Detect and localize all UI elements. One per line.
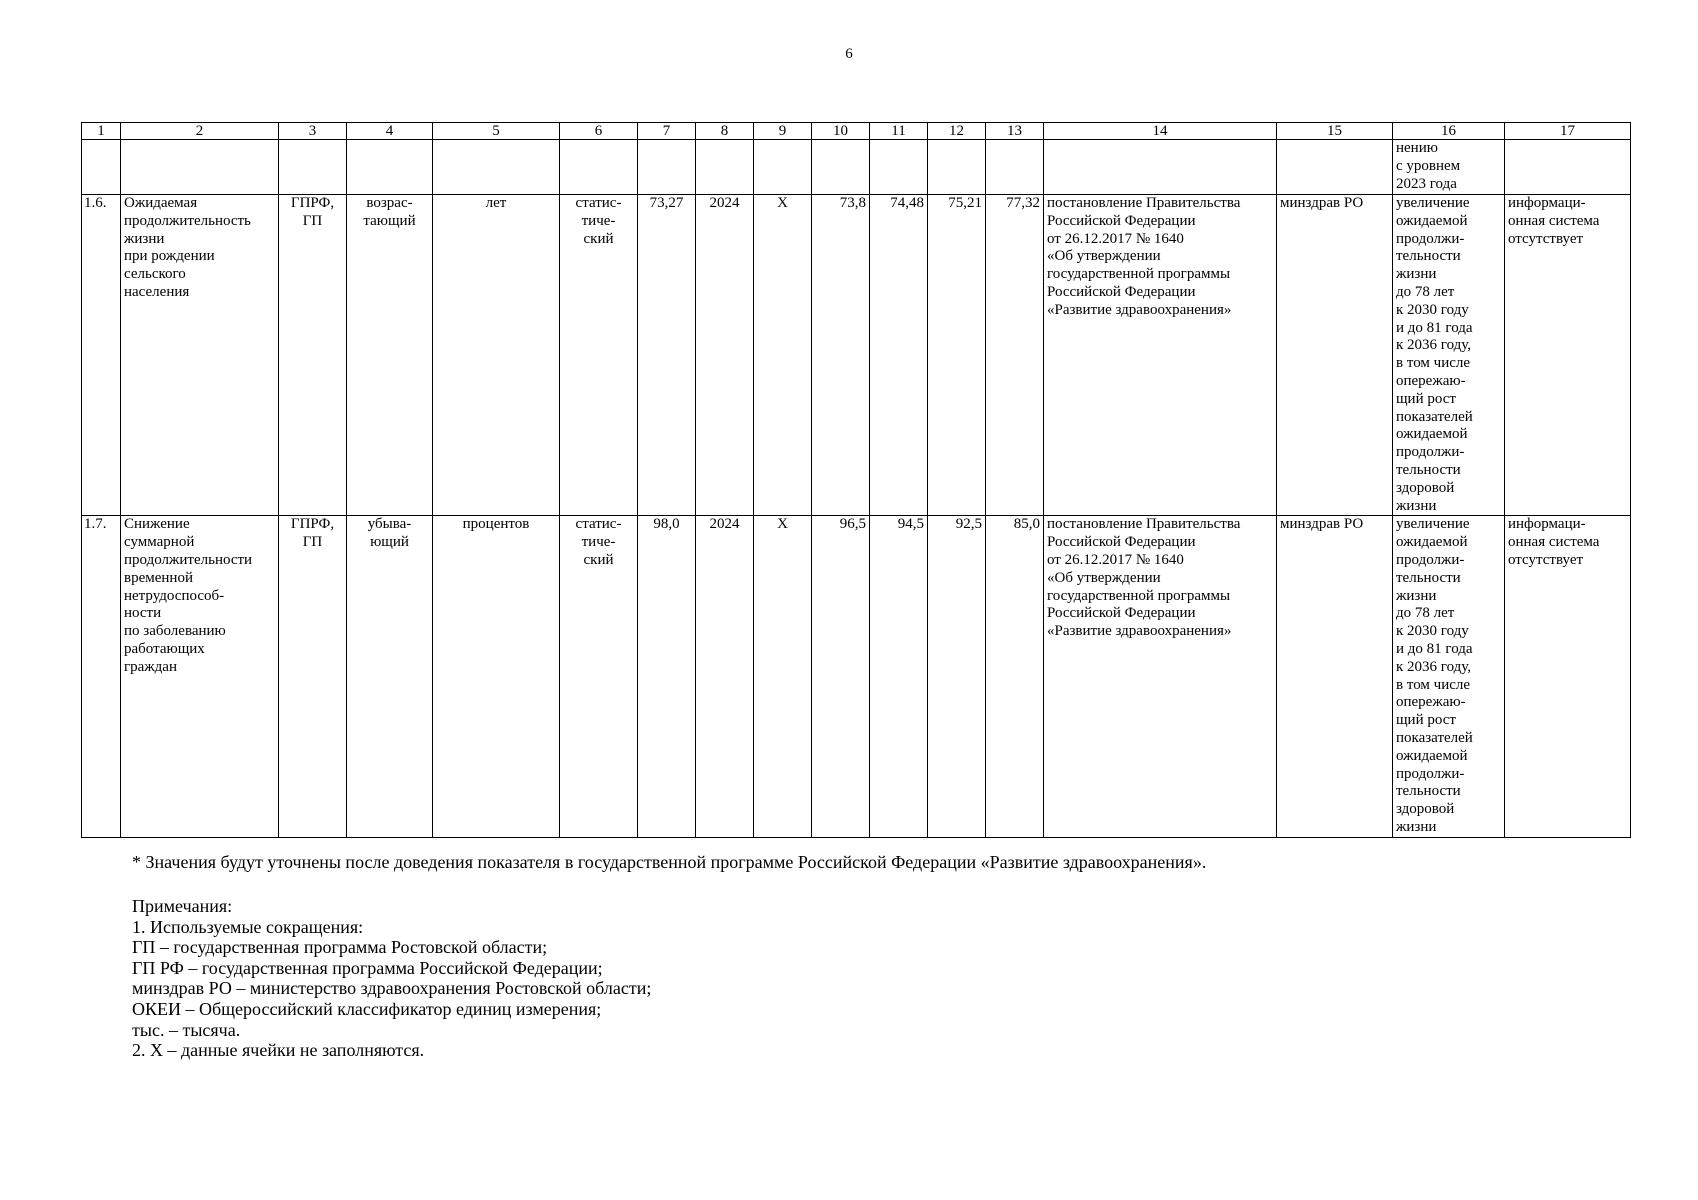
column-number: 14 [1044, 123, 1277, 140]
column-number: 10 [812, 123, 870, 140]
base-year: 2024 [696, 195, 754, 516]
value-col9: X [754, 195, 812, 516]
column-number: 12 [928, 123, 986, 140]
indicator-name: Ожидаемая продолжительность жизни при рождении сельского населения [121, 195, 279, 516]
column-number: 4 [347, 123, 433, 140]
column-number: 6 [560, 123, 638, 140]
base-value: 98,0 [638, 516, 696, 837]
column-number: 17 [1505, 123, 1631, 140]
column-number: 11 [870, 123, 928, 140]
column-number: 8 [696, 123, 754, 140]
column-number-row [82, 123, 1631, 140]
value-col11: 74,48 [870, 195, 928, 516]
goal-link: увеличение ожидаемой продолжи- тельности жизни до 78 лет к 2030 году и до 81 года к 2036 году, в том числе опережаю- щий рост показателей ожидаемой продолжи- тельности здоровой жизни [1393, 195, 1505, 516]
note-line: ОКЕИ – Общероссийский классификатор единиц измерения; [132, 998, 602, 1019]
column-number: 7 [638, 123, 696, 140]
notes-section [132, 896, 651, 1061]
indicator-level: ГПРФ, ГП [279, 195, 347, 516]
value-col11: 94,5 [870, 516, 928, 837]
note-line: ГП – государственная программа Ростовской области; [132, 937, 548, 958]
notes-title: Примечания: [132, 896, 233, 916]
note-line: минздрав РО – министерство здравоохранения Ростовской области; [132, 978, 652, 999]
indicator-trend: возрас- тающий [347, 195, 433, 516]
column-number: 16 [1393, 123, 1505, 140]
continuation-link-cell: нению с уровнем 2023 года [1393, 140, 1505, 195]
column-number: 13 [986, 123, 1044, 140]
note-line: ГП РФ – государственная программа Российской Федерации; [132, 957, 603, 978]
column-number: 15 [1277, 123, 1393, 140]
legal-document: постановление Правительства Российской Федерации от 26.12.2017 № 1640 «Об утверждении государственной программы Российской Федерации «Развитие здравоохранения» [1044, 516, 1277, 837]
indicator-level: ГПРФ, ГП [279, 516, 347, 837]
goal-link: увеличение ожидаемой продолжи- тельности жизни до 78 лет к 2030 году и до 81 года к 2036 году, в том числе опережаю- щий рост показателей ожидаемой продолжи- тельности здоровой жизни [1393, 516, 1505, 837]
legal-document: постановление Правительства Российской Федерации от 26.12.2017 № 1640 «Об утверждении государственной программы Российской Федерации «Развитие здравоохранения» [1044, 195, 1277, 516]
note-line: 2. Х – данные ячейки не заполняются. [132, 1040, 425, 1061]
value-col12: 92,5 [928, 516, 986, 837]
row-number: 1.6. [82, 195, 121, 516]
column-number: 1 [82, 123, 121, 140]
value-col10: 96,5 [812, 516, 870, 837]
indicator-name: Снижение суммарной продолжительности временной нетрудоспособ- ности по заболеванию работающих граждан [121, 516, 279, 837]
table-row [82, 195, 1631, 516]
value-col9: X [754, 516, 812, 837]
note-line: 1. Используемые сокращения: [132, 916, 364, 937]
column-number: 9 [754, 123, 812, 140]
column-number: 5 [433, 123, 560, 140]
base-value: 73,27 [638, 195, 696, 516]
footnote: * Значения будут уточнены после доведения показателя в государственной программе Российской Федерации «Развитие здравоохранения». [132, 852, 1207, 872]
indicator-unit: лет [433, 195, 560, 516]
base-year: 2024 [696, 516, 754, 837]
column-number: 3 [279, 123, 347, 140]
indicator-type: статис- тиче- ский [560, 516, 638, 837]
responsible-body: минздрав РО [1277, 195, 1393, 516]
indicators-table [81, 122, 1631, 838]
column-number: 2 [121, 123, 279, 140]
info-system: информаци- онная система отсутствует [1505, 516, 1631, 837]
value-col13: 85,0 [986, 516, 1044, 837]
indicator-unit: процентов [433, 516, 560, 837]
continuation-row [82, 140, 1631, 195]
responsible-body: минздрав РО [1277, 516, 1393, 837]
value-col13: 77,32 [986, 195, 1044, 516]
value-col10: 73,8 [812, 195, 870, 516]
value-col12: 75,21 [928, 195, 986, 516]
row-number: 1.7. [82, 516, 121, 837]
info-system: информаци- онная система отсутствует [1505, 195, 1631, 516]
page-number: 6 [845, 46, 853, 62]
indicator-type: статис- тиче- ский [560, 195, 638, 516]
note-line: тыс. – тысяча. [132, 1019, 241, 1040]
table-row [82, 516, 1631, 837]
indicator-trend: убыва- ющий [347, 516, 433, 837]
